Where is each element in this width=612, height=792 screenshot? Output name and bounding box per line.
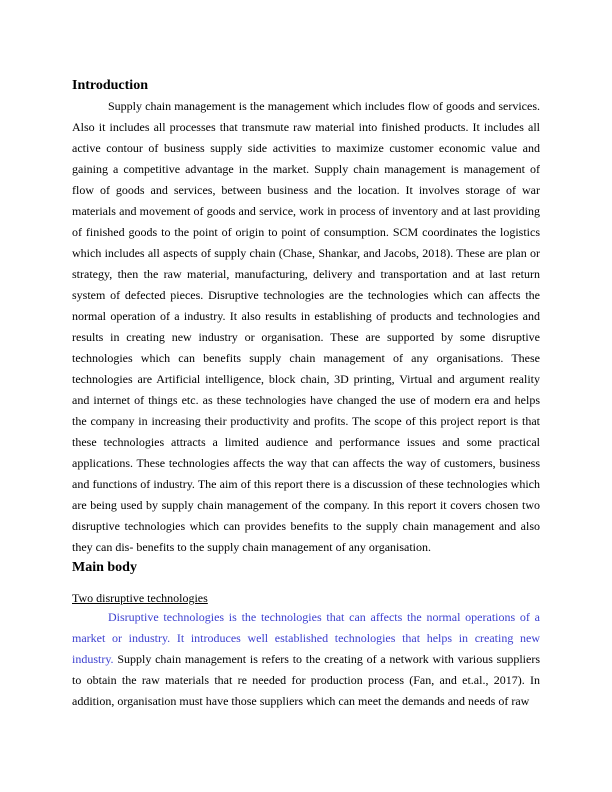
introduction-heading: Introduction xyxy=(72,78,148,93)
main-body-paragraph xyxy=(72,607,540,712)
paragraph-continuation: Supply chain management is refers to the creating of a network with various suppliers to obtain the raw materials that re needed for production process (Fan, and et.al., 2017). In addition, organisation must have those suppliers which can meet the demands and needs of raw xyxy=(72,652,540,708)
section-subheading: Two disruptive technologies xyxy=(72,591,208,605)
main-body-heading: Main body xyxy=(72,560,137,575)
document-page xyxy=(72,76,540,712)
highlighted-definition: Disruptive technologies is the technologies that can affects the normal operations of a market or industry. It introduces well established technologies that helps in creating new industry. xyxy=(72,610,540,666)
introduction-paragraph: Supply chain management is the management which includes flow of goods and services. Also it includes all processes that transmute raw material into finished products. It includes all active contour of business supply side activities to maximize customer economic value and gaining a competitive advantage in the market. Supply chain management is management of flow of goods and services, between business and the location. It involves storage of war materials and movement of goods and service, work in process of inventory and at last providing of finished goods to the point of origin to point of consumption. SCM coordinates the logistics which includes all aspects of supply chain (Chase, Shankar, and Jacobs, 2018). These are plan or strategy, then the raw material, manufacturing, delivery and transportation and at last return system of defected pieces. Disruptive technologies are the technologies which can affects the normal operation of a industry. It also results in establishing of products and technologies and results in creating new industry or organisation. These are supported by some disruptive technologies which can benefits supply chain management of any organisations. These technologies are Artificial intelligence, block chain, 3D printing, Virtual and argument reality and internet of things etc. as these technologies have changed the use of modern era and helps the company in increasing their productivity and profits. The scope of this project report is that these technologies attracts a limited audience and performance issues and some practical applications. These technologies affects the way that can affects the way of customers, business and functions of industry. The aim of this report there is a discussion of these technologies which are being used by supply chain management of the company. In this report it covers chosen two disruptive technologies which can provides benefits to the supply chain management and also they can dis- benefits to the supply chain management of any organisation. xyxy=(72,99,540,554)
